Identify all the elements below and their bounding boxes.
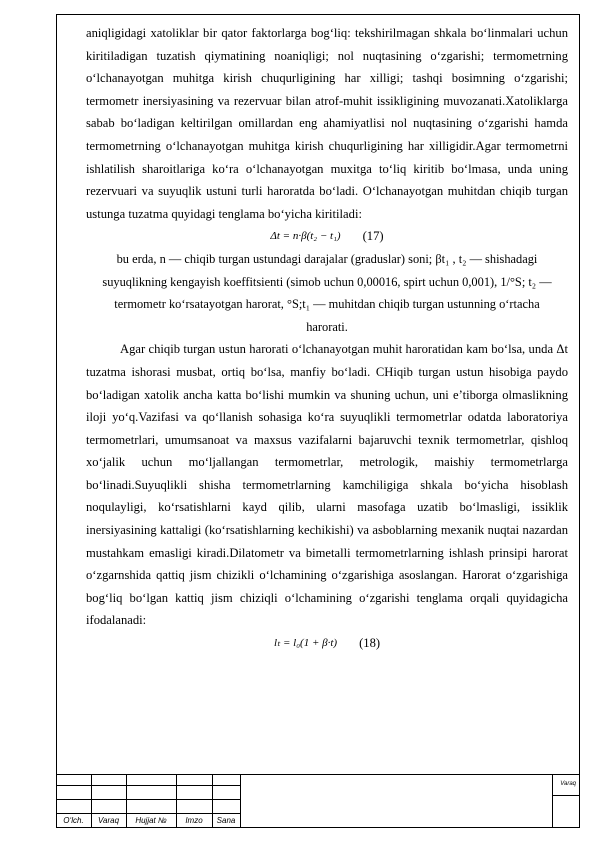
stamp-label-imzo: Imzo [185,816,203,825]
stamp-label-sana: Sana [216,816,236,825]
title-block [56,774,580,828]
stamp-row-line [56,785,240,786]
stamp-row-line [552,795,580,796]
stamp-label-olch: O‘lch. [63,816,84,825]
formula-17-number: (17) [362,229,384,244]
stamp-row-line [56,799,240,800]
stamp-row-line [56,813,240,814]
formula-17 [86,225,568,248]
formula-18-number: (18) [359,636,381,651]
stamp-label-varaq: Varaq [97,816,120,825]
formula-18-expression: lₜ = l₀(1 + β·t) [273,637,338,650]
paragraph-1: aniqligidagi xatoliklar bir qator faktorlarga bog‘liq: tekshirilmagan shkala bo‘linmalari uchun kiritiladigan tuzatish qiymatining noaniqligi; nol nuqtasining o‘zgarishi; termometrning o‘lchanayotgan muhitga kirish chuqurligining har xilligi; tashqi bosimning o‘zgarishi; termometr inersiyasining va rezervuar bilan atrof-muhit issikligining muvozanati.Xatoliklarga sabab bo‘ladigan keltirilgan omillardan eng ahamiyatlisi nol nuqtasining o‘zgarishi hamda termometrning o‘lchanayotgan muhitga kirish chuqurligining har xilligidir.Agar termometrni ishlatilish sharoitlariga ko‘ra o‘lchanayotgan muxitga to‘liq kiritib bo‘lmasa, unda uning rezervuari va suyuqlik ustuni turli haroratda bo‘ladi. O‘lchanayotgan muhitdan chiqib turgan ustunga tuzatma quyidagi tenglama bo‘yicha kiritiladi: [86,26,568,221]
stamp-label-hujjat: Hujjat № [135,816,167,825]
paragraph-2: Agar chiqib turgan ustun harorati o‘lchanayotgan muhit haroratidan kam bo‘lsa, unda Δt tuzatma ishorasi musbat, ortiq bo‘lsa, manfiy bo‘ladi. CHiqib turgan ustun hisobiga paydo bo‘ladigan xatolik ancha katta bo‘lishi mumkin va shuning uchun, uni e’tiborga olmaslikning iloji yo‘q.Vazifasi va qo‘llanish sohasiga ko‘ra suyuqlikli termometrlar odatda laboratoriya termometrlari, umumsanoat va maxsus vazifalarni bajaruvchi texnik termometrlar, qishloq xo‘jalik uchun mo‘ljallangan termometrlar, metrologik, maishiy termometrlarga bo‘linadi.Suyuqlikli shisha termometrlarning kamchiligiga shkala bo‘yicha hisoblash noqulayligi, ko‘rsatishlarni kayd qilib, ularni masofaga uzatib bo‘lmasligi, issiklik inersiyasining kattaligi (ko‘rsatishlarning kechikishi) va asboblarning mexanik nuqtai nazardan mustahkam emasligi kiradi.Dilatometr va bimetalli termometrlarning ishlash prinsipi harorat o‘zgarnshida qattiq jism chizikli o‘lchamining o‘zgarishiga asoslangan. Harorat o‘zgarishiga bog‘liq bo‘lgan kattiq jism chiziqli o‘lchamining o‘zgarishi tenglama orqali quyidagicha ifodalanadi: [86,342,568,628]
stamp-page-label: Varaq [560,781,576,787]
stamp-divider [240,775,241,828]
formula-18 [86,632,568,655]
stamp-divider [552,775,553,828]
formula-17-expression: Δt = n·β(t₂ − t₁) [270,230,341,243]
document-body [86,22,568,655]
formula-explanation: bu erda, n — chiqib turgan ustundagi darajalar (graduslar) soni; βt₁ , t₂ — shishadagi suyuqlikning kengayish koeffitsienti (simob uchun 0,00016, spirt uchun 0,001), 1/°S; t₂ — termometr ko‘rsatayotgan harorat, °S;t₁ — muhitdan chiqib turgan ustunning o‘rtacha harorati. [102,251,552,334]
